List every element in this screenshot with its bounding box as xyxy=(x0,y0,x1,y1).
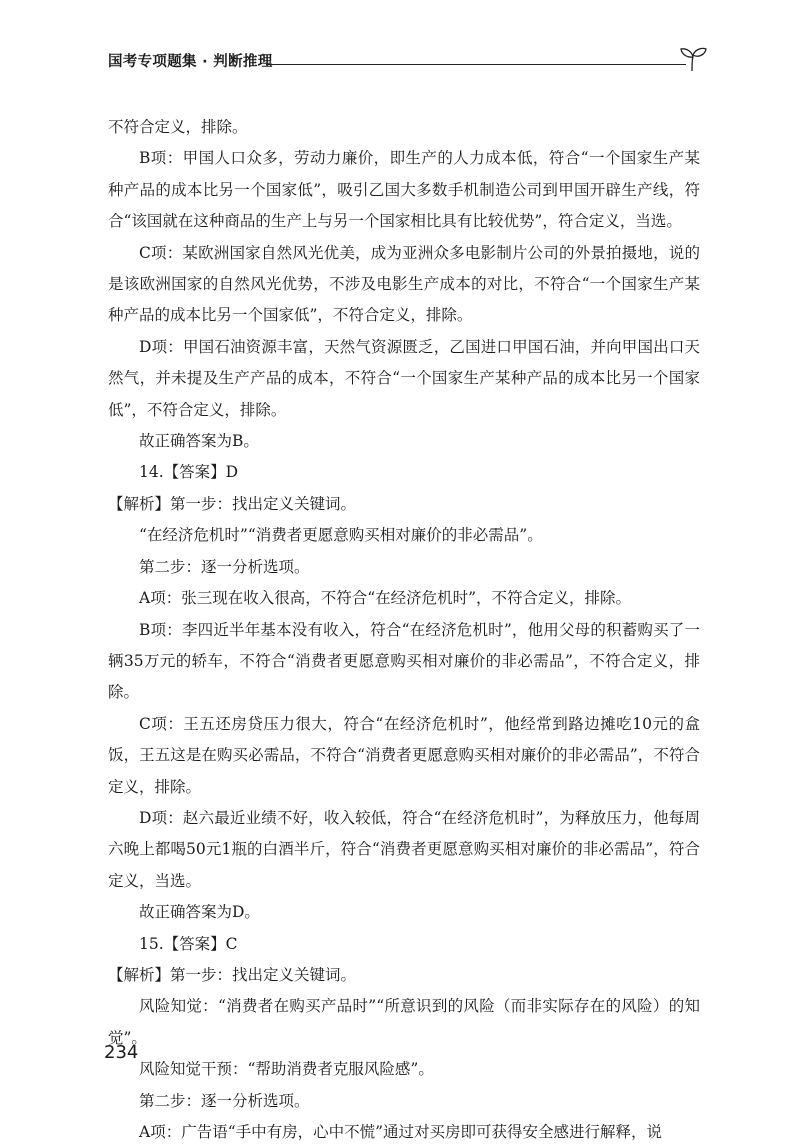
paragraph: 故正确答案为B。 xyxy=(139,432,259,451)
analysis-heading: 【解析】第一步：找出定义关键词。 xyxy=(108,494,357,513)
running-header xyxy=(108,46,708,76)
paragraph: D项：甲国石油资源丰富，天然气资源匮乏，乙国进口甲国石油，并向甲国出口天然气，并未提及生产产品的成本，不符合“一个国家生产某种产品的成本比另一个国家低”，不符合定义，排除。 xyxy=(108,337,700,419)
paragraph: 第二步：逐一分析选项。 xyxy=(139,1091,310,1110)
paragraph: “在经济危机时”“消费者更愿意购买相对廉价的非必需品”。 xyxy=(139,526,543,545)
paragraph: A项：广告语“手中有房，心中不慌”通过对买房即可获得安全感进行解释，说 xyxy=(139,1123,663,1141)
paragraph: 风险知觉干预：“帮助消费者克服风险感”。 xyxy=(139,1060,434,1079)
paragraph: B项：李四近半年基本没有收入，符合“在经济危机时”，他用父母的积蓄购买了一辆35万元的轿车，不符合“消费者更愿意购买相对廉价的非必需品”，不符合定义，排除。 xyxy=(108,620,700,702)
analysis-heading: 【解析】第一步：找出定义关键词。 xyxy=(108,965,357,984)
book-title: 国考专项题集 · 判断推理 xyxy=(108,54,273,70)
paragraph: 第二步：逐一分析选项。 xyxy=(139,557,310,576)
header-rule xyxy=(266,64,686,65)
answer-heading: 15.【答案】C xyxy=(139,934,238,953)
paragraph: 故正确答案为D。 xyxy=(139,903,260,922)
paragraph: D项：赵六最近业绩不好，收入较低，符合“在经济危机时”，为释放压力，他每周六晚上都喝50元1瓶的白酒半斤，符合“消费者更愿意购买相对廉价的非必需品”，符合定义，当选。 xyxy=(108,808,700,890)
page-number: 234 xyxy=(104,1042,139,1063)
paragraph: C项：王五还房贷压力很大，符合“在经济危机时”，他经常到路边摊吃10元的盒饭，王五这是在购买必需品，不符合“消费者更愿意购买相对廉价的非必需品”，不符合定义，排除。 xyxy=(108,714,700,796)
page-body xyxy=(108,112,700,1148)
paragraph: 不符合定义，排除。 xyxy=(108,118,248,136)
answer-heading: 14.【答案】D xyxy=(139,463,239,482)
paragraph: B项：甲国人口众多，劳动力廉价，即生产的人力成本低，符合“一个国家生产某种产品的成本比另一个国家低”，吸引乙国大多数手机制造公司到甲国开辟生产线，符合“该国就在这种商品的生产上与另一个国家相比具有比较优势”，符合定义，当选。 xyxy=(108,149,700,231)
paragraph: A项：张三现在收入很高，不符合“在经济危机时”，不符合定义，排除。 xyxy=(139,589,632,608)
sprout-icon xyxy=(678,46,708,72)
paragraph: C项：某欧洲国家自然风光优美，成为亚洲众多电影制片公司的外景拍摄地，说的是该欧洲国家的自然风光优势，不涉及电影生产成本的对比，不符合“一个国家生产某种产品的成本比另一个国家低”，不符合定义，排除。 xyxy=(108,243,700,325)
paragraph: 风险知觉：“消费者在购买产品时”“所意识到的风险（而非实际存在的风险）的知觉”。 xyxy=(108,997,700,1047)
